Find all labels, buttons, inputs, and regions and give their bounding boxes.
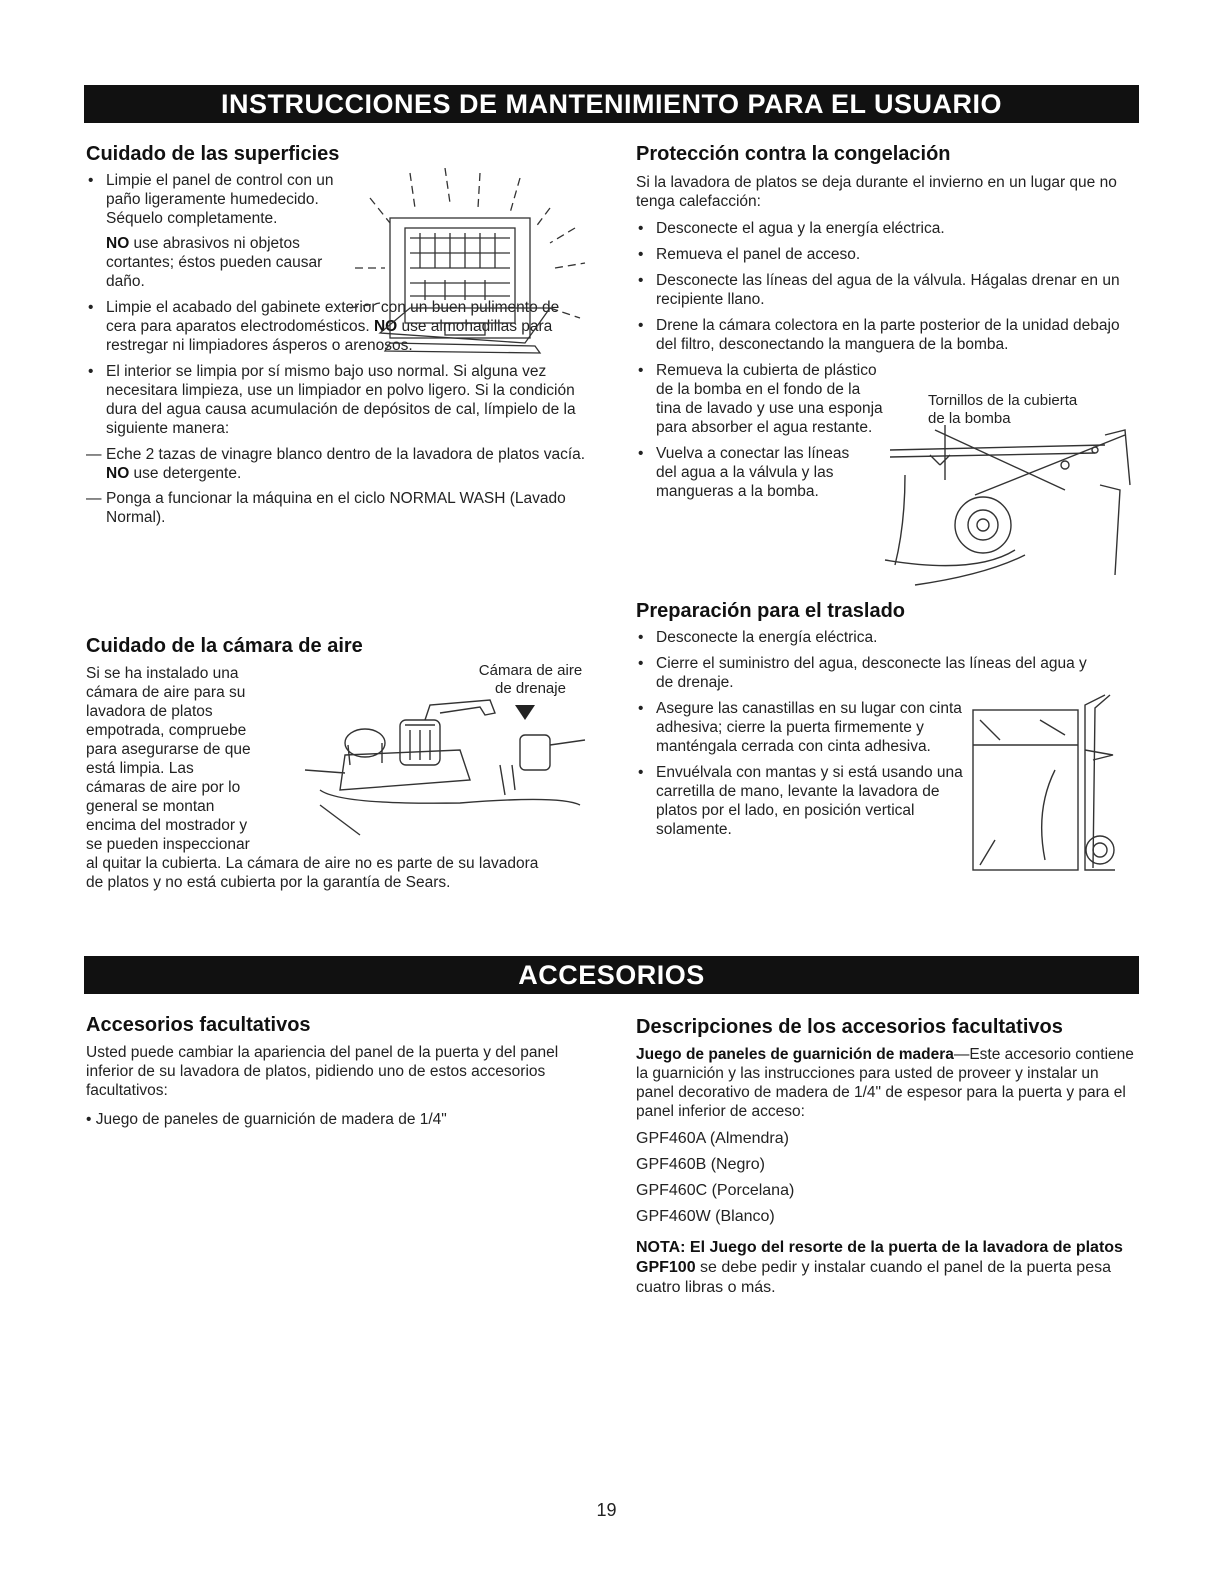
no-emphasis: NO (106, 235, 130, 252)
bullet-subtext: use abrasivos ni objetos cortantes; éstos pueden causar daño. (106, 235, 323, 290)
bullet-text: • Limpie el panel de control con un paño ligeramente humedecido. Séquelo completamente. (106, 172, 334, 227)
bullet-text: Desconecte la energía eléctrica. (656, 629, 878, 646)
list-item (86, 445, 586, 483)
moving-heading: Preparación para el traslado (636, 600, 906, 622)
bullet-text: Desconecte las líneas del agua de la válvula. Hágalas drenar en un recipiente llano. (656, 272, 1120, 308)
list-item (636, 245, 1136, 264)
list-item (636, 271, 1136, 309)
dash-text: use detergente. (129, 465, 242, 482)
dash-text: Ponga a funcionar la máquina en el ciclo NORMAL WASH (Lavado Normal). (106, 490, 566, 526)
caption-line: de drenaje (495, 680, 566, 697)
bullet-text: use almohadillas para restregar ni limpiadores ásperos o arenosos. (106, 318, 553, 354)
pump-illustration-icon (875, 425, 1140, 595)
bullet-text: Vuelva a conectar las líneas del agua a la válvula y las mangueras a la bomba. (656, 445, 850, 500)
kit-name: Juego de paneles de guarnición de madera (636, 1046, 954, 1063)
page-number: 19 (596, 1500, 617, 1520)
bullet-text: Remueva la cubierta de plástico de la bomba en el fondo de la tina de lavado y use una esponja para absorber el agua restante. (656, 362, 883, 436)
model-list (636, 1129, 1136, 1226)
section-banner-accessories (84, 956, 1139, 994)
list-item (86, 362, 586, 438)
kit-description: —Este accesorio contiene la guarnición y las instrucciones para usted de proveer y instalar un panel decorativo de madera de 1/4" de espesor para la puerta y para el panel inferior de acceso: (636, 1046, 1134, 1120)
no-emphasis: NO (373, 318, 398, 335)
freeze-heading: Protección contra la congelación (636, 143, 951, 165)
bullet-text: Asegure las canastillas en su lugar con cinta adhesiva; cierre la puerta firmemente y manténgala cerrada con cinta adhesiva. (656, 700, 962, 755)
accessories-paragraph: Usted puede cambiar la apariencia del panel de la puerta y del panel inferior de su lavadora de platos, pidiendo uno de estos accesorios facultativos: (86, 1044, 559, 1099)
air-gap-heading: Cuidado de la cámara de aire (86, 635, 363, 657)
note-text: se debe pedir y instalar cuando el panel de la puerta pesa cuatro libras o más. (636, 1259, 1111, 1296)
list-item (636, 763, 966, 839)
accessory-item: Juego de paneles de guarnición de madera de 1/4" (95, 1111, 447, 1128)
bullet-text: Drene la cámara colectora en la parte posterior de la unidad debajo del filtro, desconectando la manguera de la bomba. (656, 317, 1120, 353)
bullet-text: El interior se limpia por sí mismo bajo uso normal. Si alguna vez necesitara limpieza, use un limpiador en polvo ligero. Si la condición dura del agua causa acumulación de depósitos de cal, límpielo de la siguiente manera: (106, 363, 576, 437)
caption-line: Tornillos de la cubierta (928, 392, 1078, 409)
caption-line: Cámara de aire (478, 662, 583, 679)
banner-title: ACCESORIOS (508, 960, 715, 991)
note-bold: El Juego del resorte de la puerta de la lavadora de platos GPF100 (636, 1239, 1123, 1276)
list-item (636, 219, 1136, 238)
accessory-descriptions-text (636, 1045, 1136, 1306)
list-item: GPF460C (Porcelana) (636, 1182, 795, 1199)
note-label: NOTA: (636, 1239, 686, 1256)
bullet-text: Cierre el suministro del agua, desconecte las líneas del agua y de drenaje. (656, 655, 1087, 691)
hand-truck-illustration-icon (965, 690, 1130, 880)
air-gap-illustration-icon (300, 695, 590, 845)
list-item (636, 361, 886, 437)
caption-line: de la bomba (928, 410, 1011, 427)
list-item (636, 699, 966, 756)
list-item: GPF460W (Blanco) (636, 1208, 775, 1225)
no-emphasis: NO (106, 465, 130, 482)
list-item (636, 654, 1096, 692)
air-gap-paragraph: Si se ha instalado una cámara de aire para su lavadora de platos empotrada, compruebe para asegurarse de que está limpia. Las cámaras de aire por lo general se montan encima del mostrador y se pueden inspeccionar al quitar la cubierta. La cámara de aire no es parte de su lavadora de platos y no está cubierta por la garantía de Sears. (86, 665, 539, 891)
pump-screws-caption (928, 392, 1128, 428)
bullet-text: Desconecte el agua y la energía eléctrica. (656, 220, 945, 237)
bullet-text: Envuélvala con mantas y si está usando una carretilla de mano, levante la lavadora de platos por el lado, en posición vertical solamente. (656, 764, 963, 838)
list-item (86, 489, 586, 527)
dash-text: Eche 2 tazas de vinagre blanco dentro de la lavadora de platos vacía. (106, 446, 586, 463)
accessories-heading: Accesorios facultativos (86, 1014, 311, 1036)
list-item (636, 444, 866, 501)
surfaces-heading: Cuidado de las superficies (86, 143, 340, 165)
bullet-text: Limpie el acabado del gabinete exterior con un buen pulimento de cera para aparatos electrodomésticos. (106, 299, 560, 335)
list-item (636, 628, 1106, 647)
freeze-intro: Si la lavadora de platos se deja durante el invierno en un lugar que no tenga calefacción: (636, 174, 1117, 210)
accessory-descriptions-heading: Descripciones de los accesorios facultativos (636, 1016, 1063, 1038)
list-item (636, 316, 1136, 354)
dishwasher-illustration-icon (350, 168, 590, 368)
list-item: GPF460B (Negro) (636, 1156, 765, 1173)
list-item: GPF460A (Almendra) (636, 1130, 789, 1147)
banner-title: INSTRUCCIONES DE MANTENIMIENTO PARA EL USUARIO (211, 89, 1012, 120)
section-banner-maintenance (84, 85, 1139, 123)
accessories-text: Usted puede cambiar la apariencia del panel de la puerta y del panel inferior de su lavadora de platos, pidiendo uno de estos accesorios facultativos: • Juego de paneles de guarnición de madera de 1/4" (86, 1043, 586, 1137)
bullet-text: Remueva el panel de acceso. (656, 246, 861, 263)
